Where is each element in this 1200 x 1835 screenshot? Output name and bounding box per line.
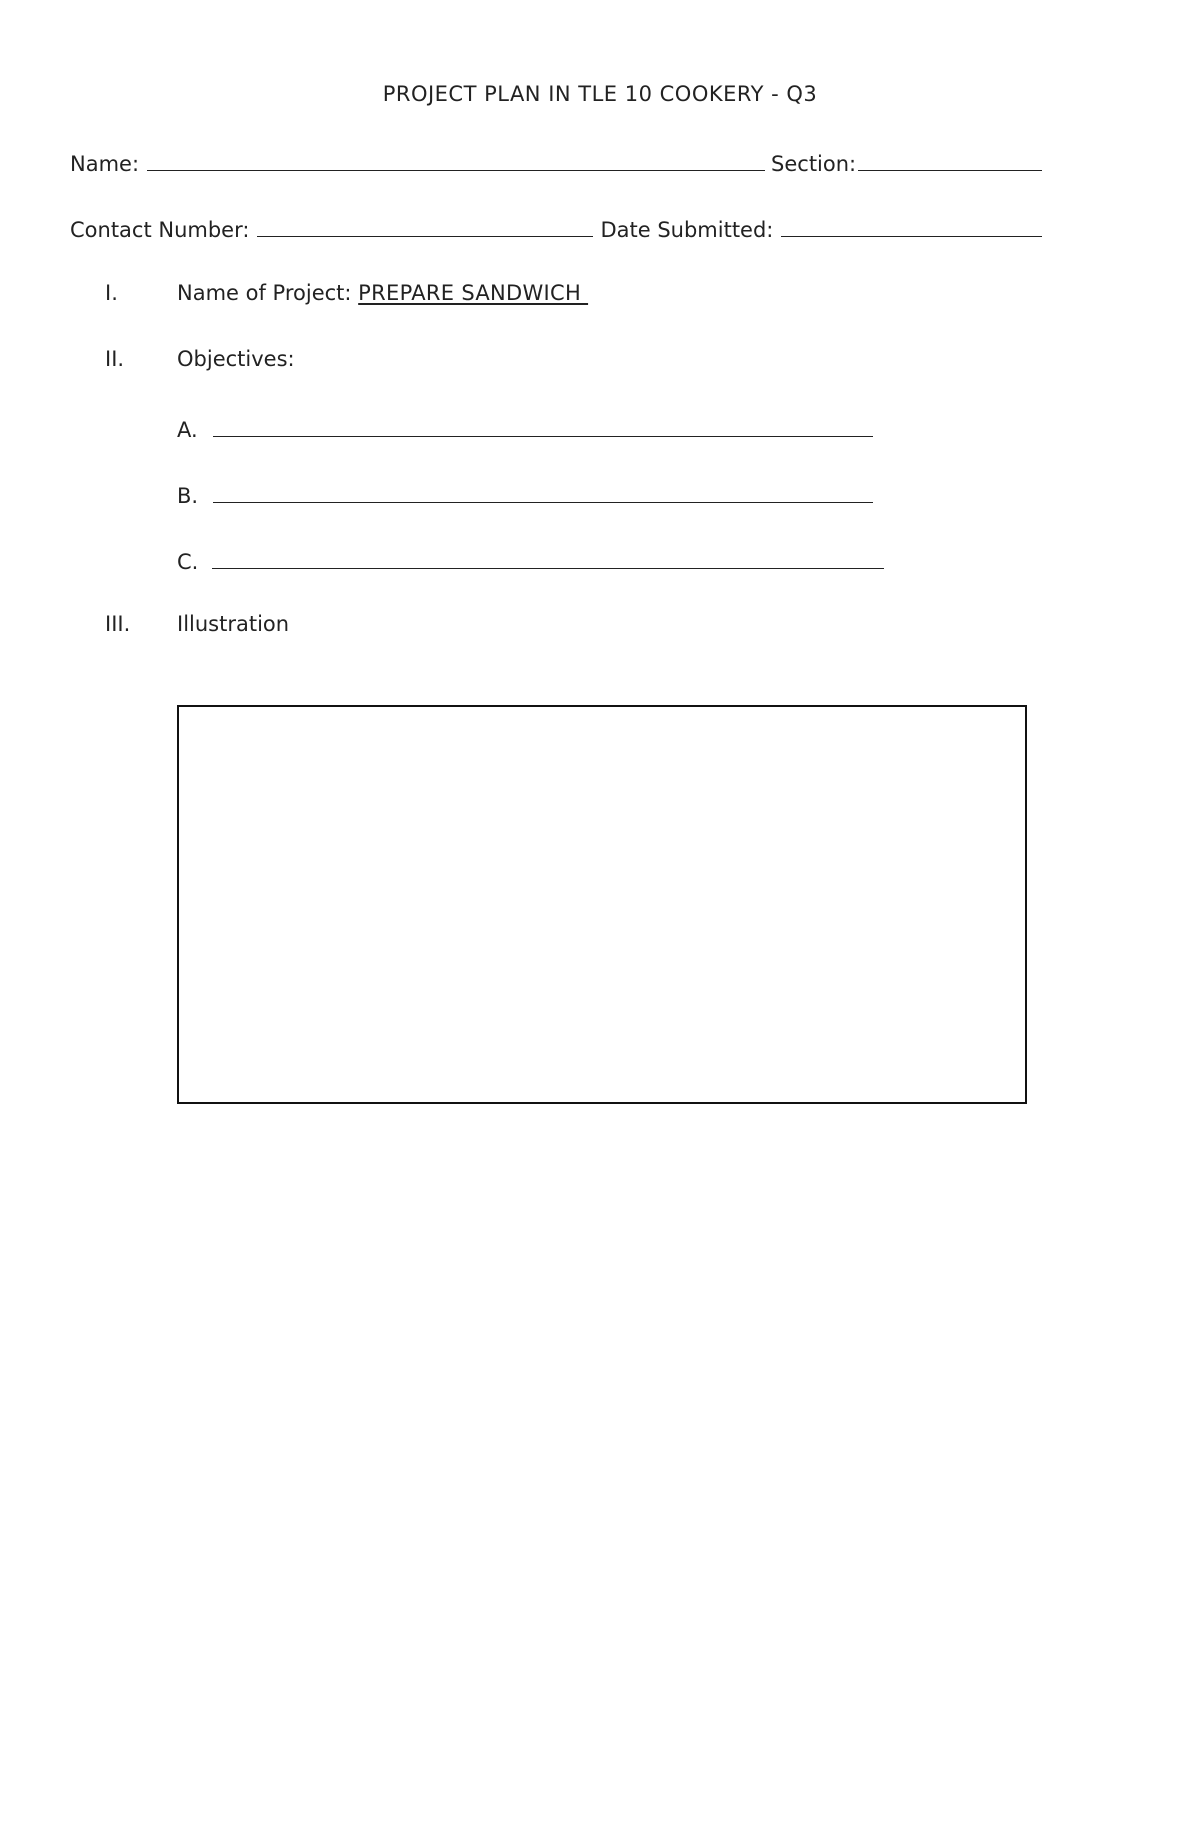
section-numeral-1: I.	[105, 281, 118, 305]
page-title: PROJECT PLAN IN TLE 10 COOKERY - Q3	[382, 82, 818, 106]
objective-field-b[interactable]	[213, 480, 873, 503]
objective-letter-a: A.	[177, 418, 198, 442]
date-submitted-label: Date Submitted:	[600, 218, 774, 242]
objective-row-c	[177, 546, 884, 574]
contact-number-field[interactable]	[257, 214, 593, 237]
date-submitted-field[interactable]	[781, 214, 1042, 237]
objective-field-c[interactable]	[212, 546, 884, 569]
section-numeral-3: III.	[105, 612, 131, 636]
objective-row-a	[177, 414, 873, 442]
name-field[interactable]	[147, 148, 765, 171]
project-name-label: Name of Project:	[177, 281, 352, 305]
section-field[interactable]	[858, 148, 1042, 171]
section-numeral-2: II.	[105, 347, 125, 371]
name-section-row	[70, 148, 1042, 176]
illustration-label: Illustration	[177, 612, 290, 636]
section-label: Section:	[771, 152, 857, 176]
objective-row-b	[177, 480, 873, 508]
objective-field-a[interactable]	[213, 414, 873, 437]
project-name-value: PREPARE SANDWICH	[358, 281, 589, 305]
illustration-box[interactable]	[177, 705, 1027, 1104]
project-name-row	[177, 281, 588, 305]
contact-date-row	[70, 214, 1042, 242]
objectives-label: Objectives:	[177, 347, 295, 371]
objective-letter-c: C.	[177, 550, 199, 574]
contact-number-label: Contact Number:	[70, 218, 250, 242]
name-label: Name:	[70, 152, 140, 176]
objective-letter-b: B.	[177, 484, 199, 508]
